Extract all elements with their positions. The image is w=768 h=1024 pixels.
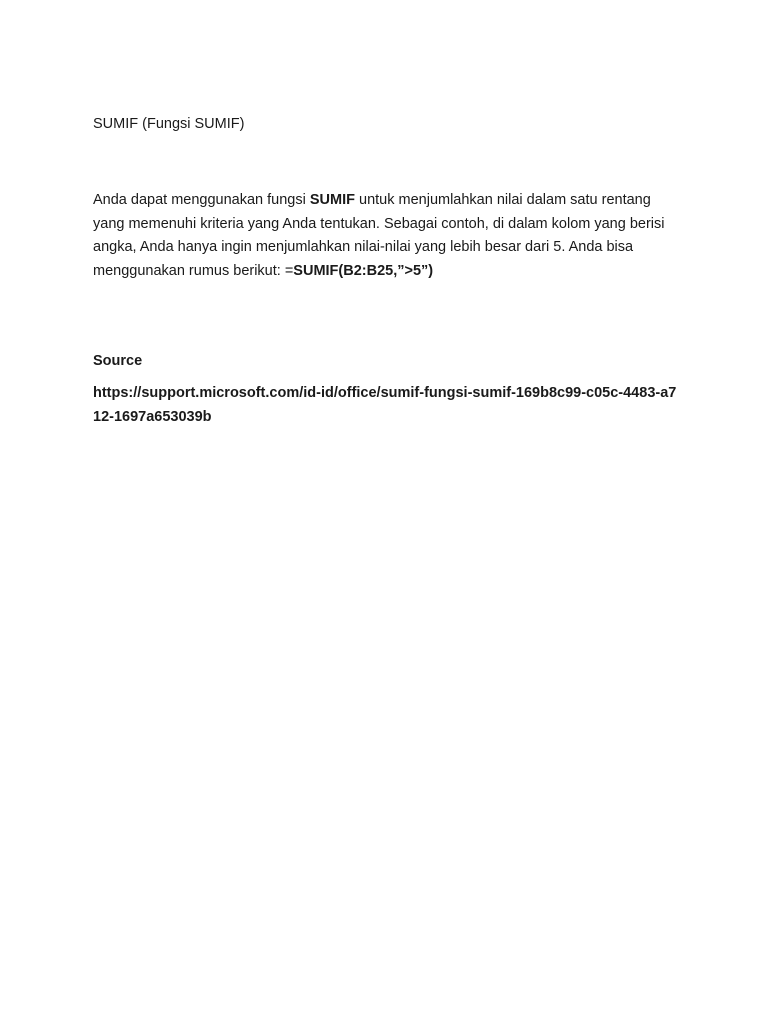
formula-example-bold: SUMIF(B2:B25,”>5”) [293,262,434,279]
source-url: https://support.microsoft.com/id-id/office/sumif-fungsi-sumif-169b8c99-c05c-4483-a712-1697a653039b [93,385,677,425]
paragraph-text-part-2: untuk menjumlahkan nilai dalam satu rentang yang memenuhi kriteria yang Anda tentukan. Sebagai contoh, di dalam kolom yang berisi angka, Anda hanya ingin menjumlahkan nilai-nilai yang lebih besar dari 5. Anda bisa menggunakan rumus berikut: = [93,192,665,279]
document-content [93,112,683,429]
paragraph-text-part-1: Anda dapat menggunakan fungsi [93,192,310,208]
document-title: SUMIF (Fungsi SUMIF) [93,116,245,132]
function-name-bold: SUMIF [309,192,355,208]
source-heading: Source [93,353,143,369]
body-paragraph [93,189,683,283]
